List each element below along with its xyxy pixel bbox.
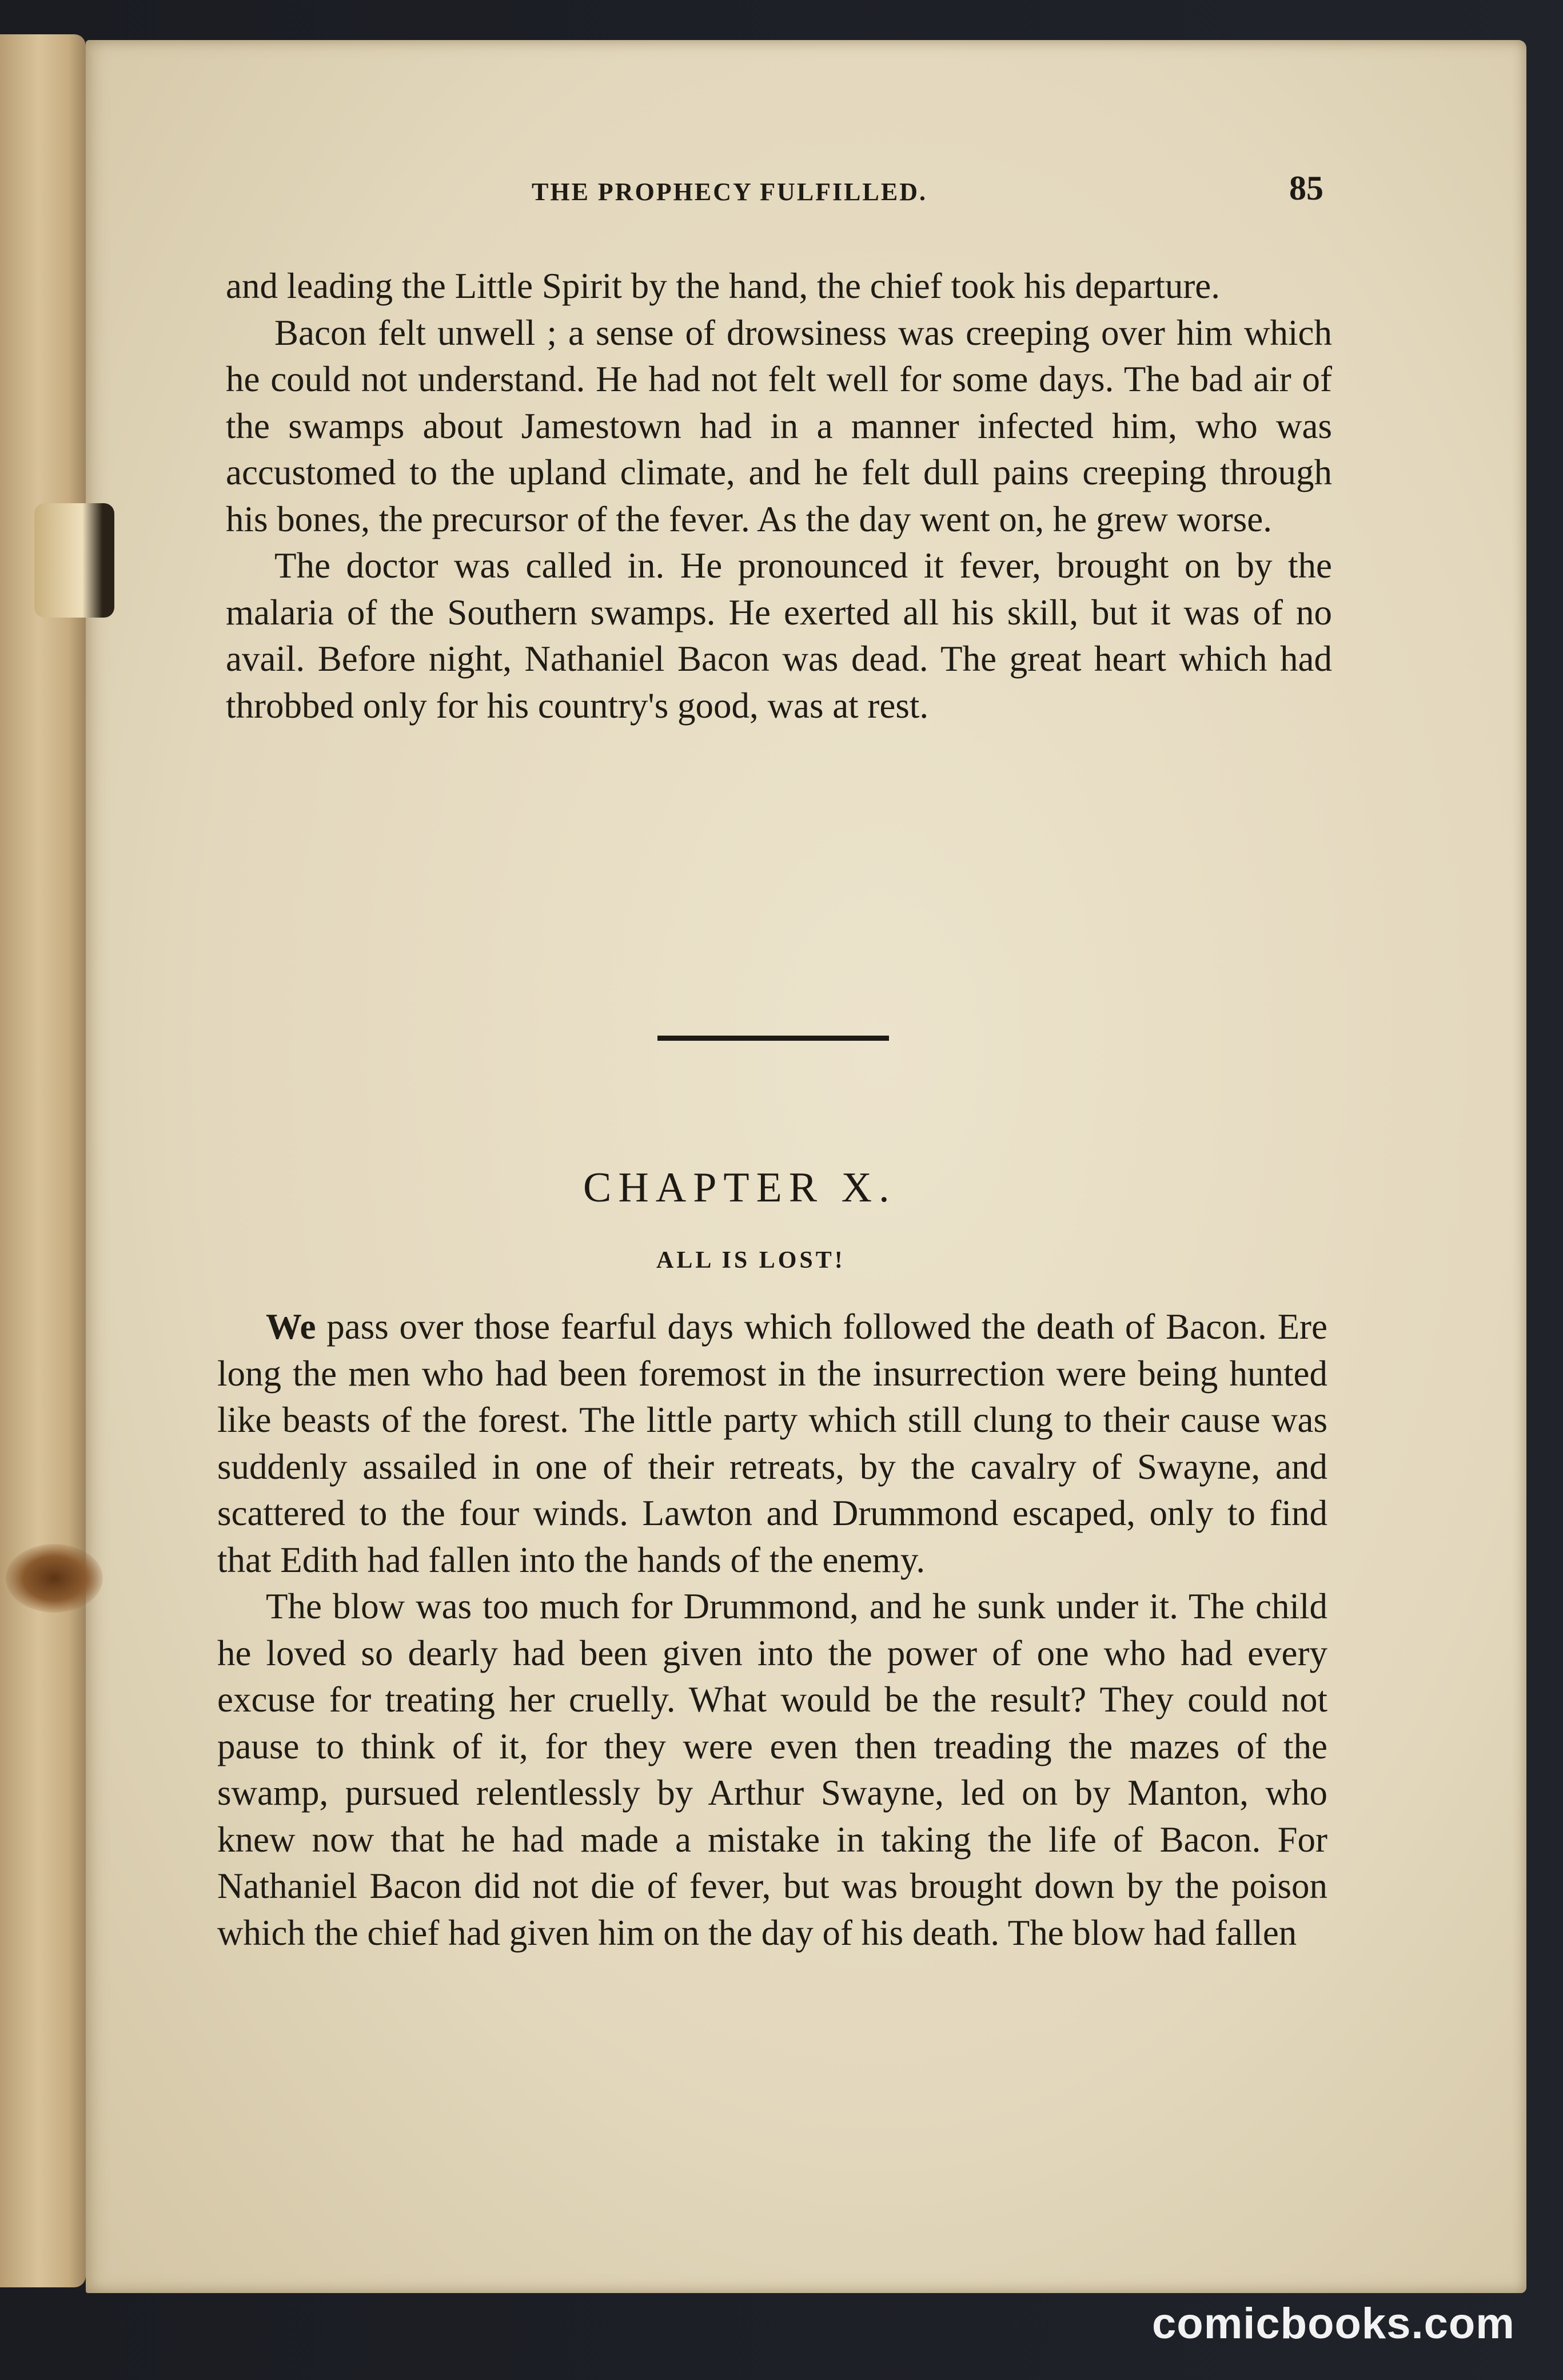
left-page-edge [0, 34, 86, 2287]
paragraph: The blow was too much for Drummond, and he sunk under it. The child he loved so dearly had been given into the power of one who had every excuse for treating her cruelly. What would be the result? They could not pause to think of it, for they were even then treading the mazes of the swamp, pursued relentlessly by Arthur Swayne, led on by Manton, who knew now that he had made a mistake in taking the life of Bacon. For Nathaniel Bacon did not die of fever, but was brought down by the poison which the chief had given him on the day of his death. The blow had fallen [217, 1586, 1327, 1953]
binding-tab [34, 503, 114, 618]
page-number: 85 [1289, 169, 1323, 207]
page-stain [6, 1544, 103, 1613]
running-head: THE PROPHECY FULFILLED. [532, 178, 927, 206]
section-one-text [226, 263, 1332, 729]
section-divider [657, 1036, 889, 1041]
paragraph [217, 1304, 1327, 1583]
chapter-title: CHAPTER X. [583, 1164, 896, 1211]
paragraph: Bacon felt unwell ; a sense of drowsiness was creeping over him which he could not understand. He had not felt well for some days. The bad air of the swamps about Jamestown had in a manner infected him, who was accustomed to the upland climate, and he felt dull pains creeping through his bones, the precursor of the fever. As the day went on, he grew worse. [226, 312, 1332, 539]
watermark: comicbooks.com [1152, 2299, 1515, 2348]
chapter-subtitle: ALL IS LOST! [656, 1247, 846, 1273]
section-two-text [217, 1304, 1327, 1956]
paragraph-text: pass over those fearful days which followed the death of Bacon. Ere long the men who had been foremost in the insurrection were being hunted like beasts of the forest. The little party which still clung to their cause was suddenly assailed in one of their retreats, by the cavalry of Swayne, and scattered to the four winds. Lawton and Drummond escaped, only to find that Edith had fallen into the hands of the enemy. [217, 1307, 1327, 1580]
dropcap-word: We [266, 1307, 316, 1347]
paragraph: The doctor was called in. He pronounced it fever, brought on by the malaria of the Southern swamps. He exerted all his skill, but it was of no avail. Before night, Nathaniel Bacon was dead. The great heart which had throbbed only for his country's good, was at rest. [226, 546, 1332, 726]
paragraph: and leading the Little Spirit by the hand, the chief took his departure. [226, 266, 1221, 306]
